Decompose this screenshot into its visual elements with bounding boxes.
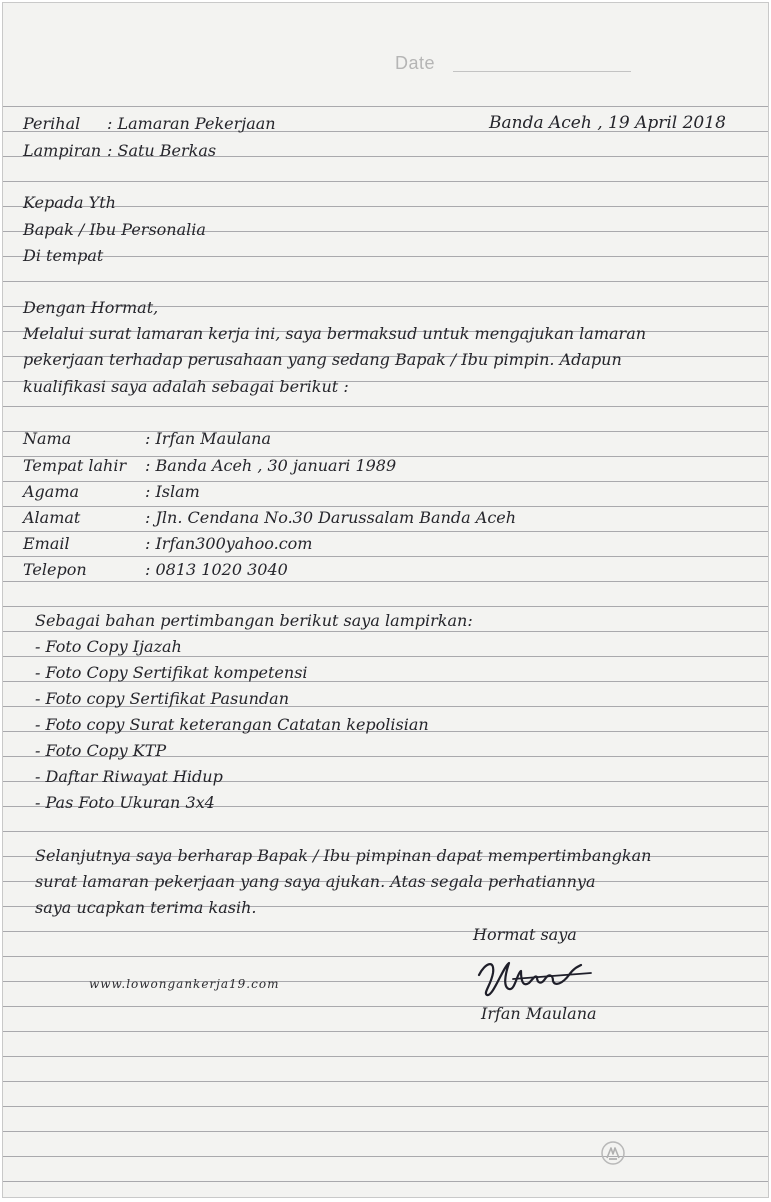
detail-label-nama: Nama: [23, 429, 72, 448]
attachment-item: - Daftar Riwayat Hidup: [35, 767, 223, 786]
publisher-logo-icon: [600, 1140, 626, 1166]
attachment-item: - Foto Copy Sertifikat kompetensi: [35, 663, 308, 682]
website-watermark: www.lowongankerja19.com: [89, 977, 280, 991]
perihal-value: : Lamaran Pekerjaan: [107, 114, 276, 133]
attachment-item: - Foto copy Surat keterangan Catatan kepolisian: [35, 715, 429, 734]
intro-line-2: pekerjaan terhadap perusahaan yang sedang Bapak / Ibu pimpin. Adapun: [23, 350, 622, 369]
attachment-item: - Foto Copy KTP: [35, 741, 167, 760]
closing-line-1: Selanjutnya saya berharap Bapak / Ibu pimpinan dapat mempertimbangkan: [35, 846, 652, 865]
detail-label-agama: Agama: [23, 482, 80, 501]
date-line: [453, 71, 631, 72]
perihal-label: Perihal: [23, 114, 81, 133]
place-date: Banda Aceh , 19 April 2018: [489, 113, 726, 133]
greeting: Dengan Hormat,: [23, 298, 159, 317]
recipient-line-3: Di tempat: [23, 246, 104, 265]
recipient-line-2: Bapak / Ibu Personalia: [23, 220, 206, 239]
detail-value-tempat-lahir: : Banda Aceh , 30 januari 1989: [145, 456, 397, 475]
detail-value-agama: : Islam: [145, 482, 200, 501]
closing-line-3: saya ucapkan terima kasih.: [35, 898, 257, 917]
attachment-item: - Pas Foto Ukuran 3x4: [35, 793, 215, 812]
intro-line-3: kualifikasi saya adalah sebagai berikut :: [23, 377, 349, 396]
lampiran-value: : Satu Berkas: [107, 141, 217, 160]
detail-value-nama: : Irfan Maulana: [145, 429, 272, 448]
detail-label-alamat: Alamat: [23, 508, 81, 527]
detail-value-email: : Irfan300yahoo.com: [145, 534, 313, 553]
signature-icon: [473, 953, 603, 1001]
attachments-intro: Sebagai bahan pertimbangan berikut saya lampirkan:: [35, 611, 473, 630]
recipient-line-1: Kepada Yth: [23, 193, 116, 212]
detail-value-telepon: : 0813 1020 3040: [145, 560, 288, 579]
date-label: Date: [395, 53, 436, 73]
signer-name: Irfan Maulana: [481, 1004, 597, 1023]
sign-off: Hormat saya: [473, 925, 577, 944]
detail-value-alamat: : Jln. Cendana No.30 Darussalam Banda Aceh: [145, 508, 517, 527]
attachment-item: - Foto copy Sertifikat Pasundan: [35, 689, 289, 708]
detail-label-email: Email: [23, 534, 70, 553]
detail-label-tempat-lahir: Tempat lahir: [23, 456, 127, 475]
page-top-margin: [3, 3, 768, 106]
lampiran-label: Lampiran: [23, 141, 102, 160]
detail-label-telepon: Telepon: [23, 560, 87, 579]
closing-line-2: surat lamaran pekerjaan yang saya ajukan. Atas segala perhatiannya: [35, 872, 596, 891]
attachment-item: - Foto Copy Ijazah: [35, 637, 182, 656]
intro-line-1: Melalui surat lamaran kerja ini, saya bermaksud untuk mengajukan lamaran: [23, 324, 647, 343]
letter-page: [2, 2, 769, 1198]
